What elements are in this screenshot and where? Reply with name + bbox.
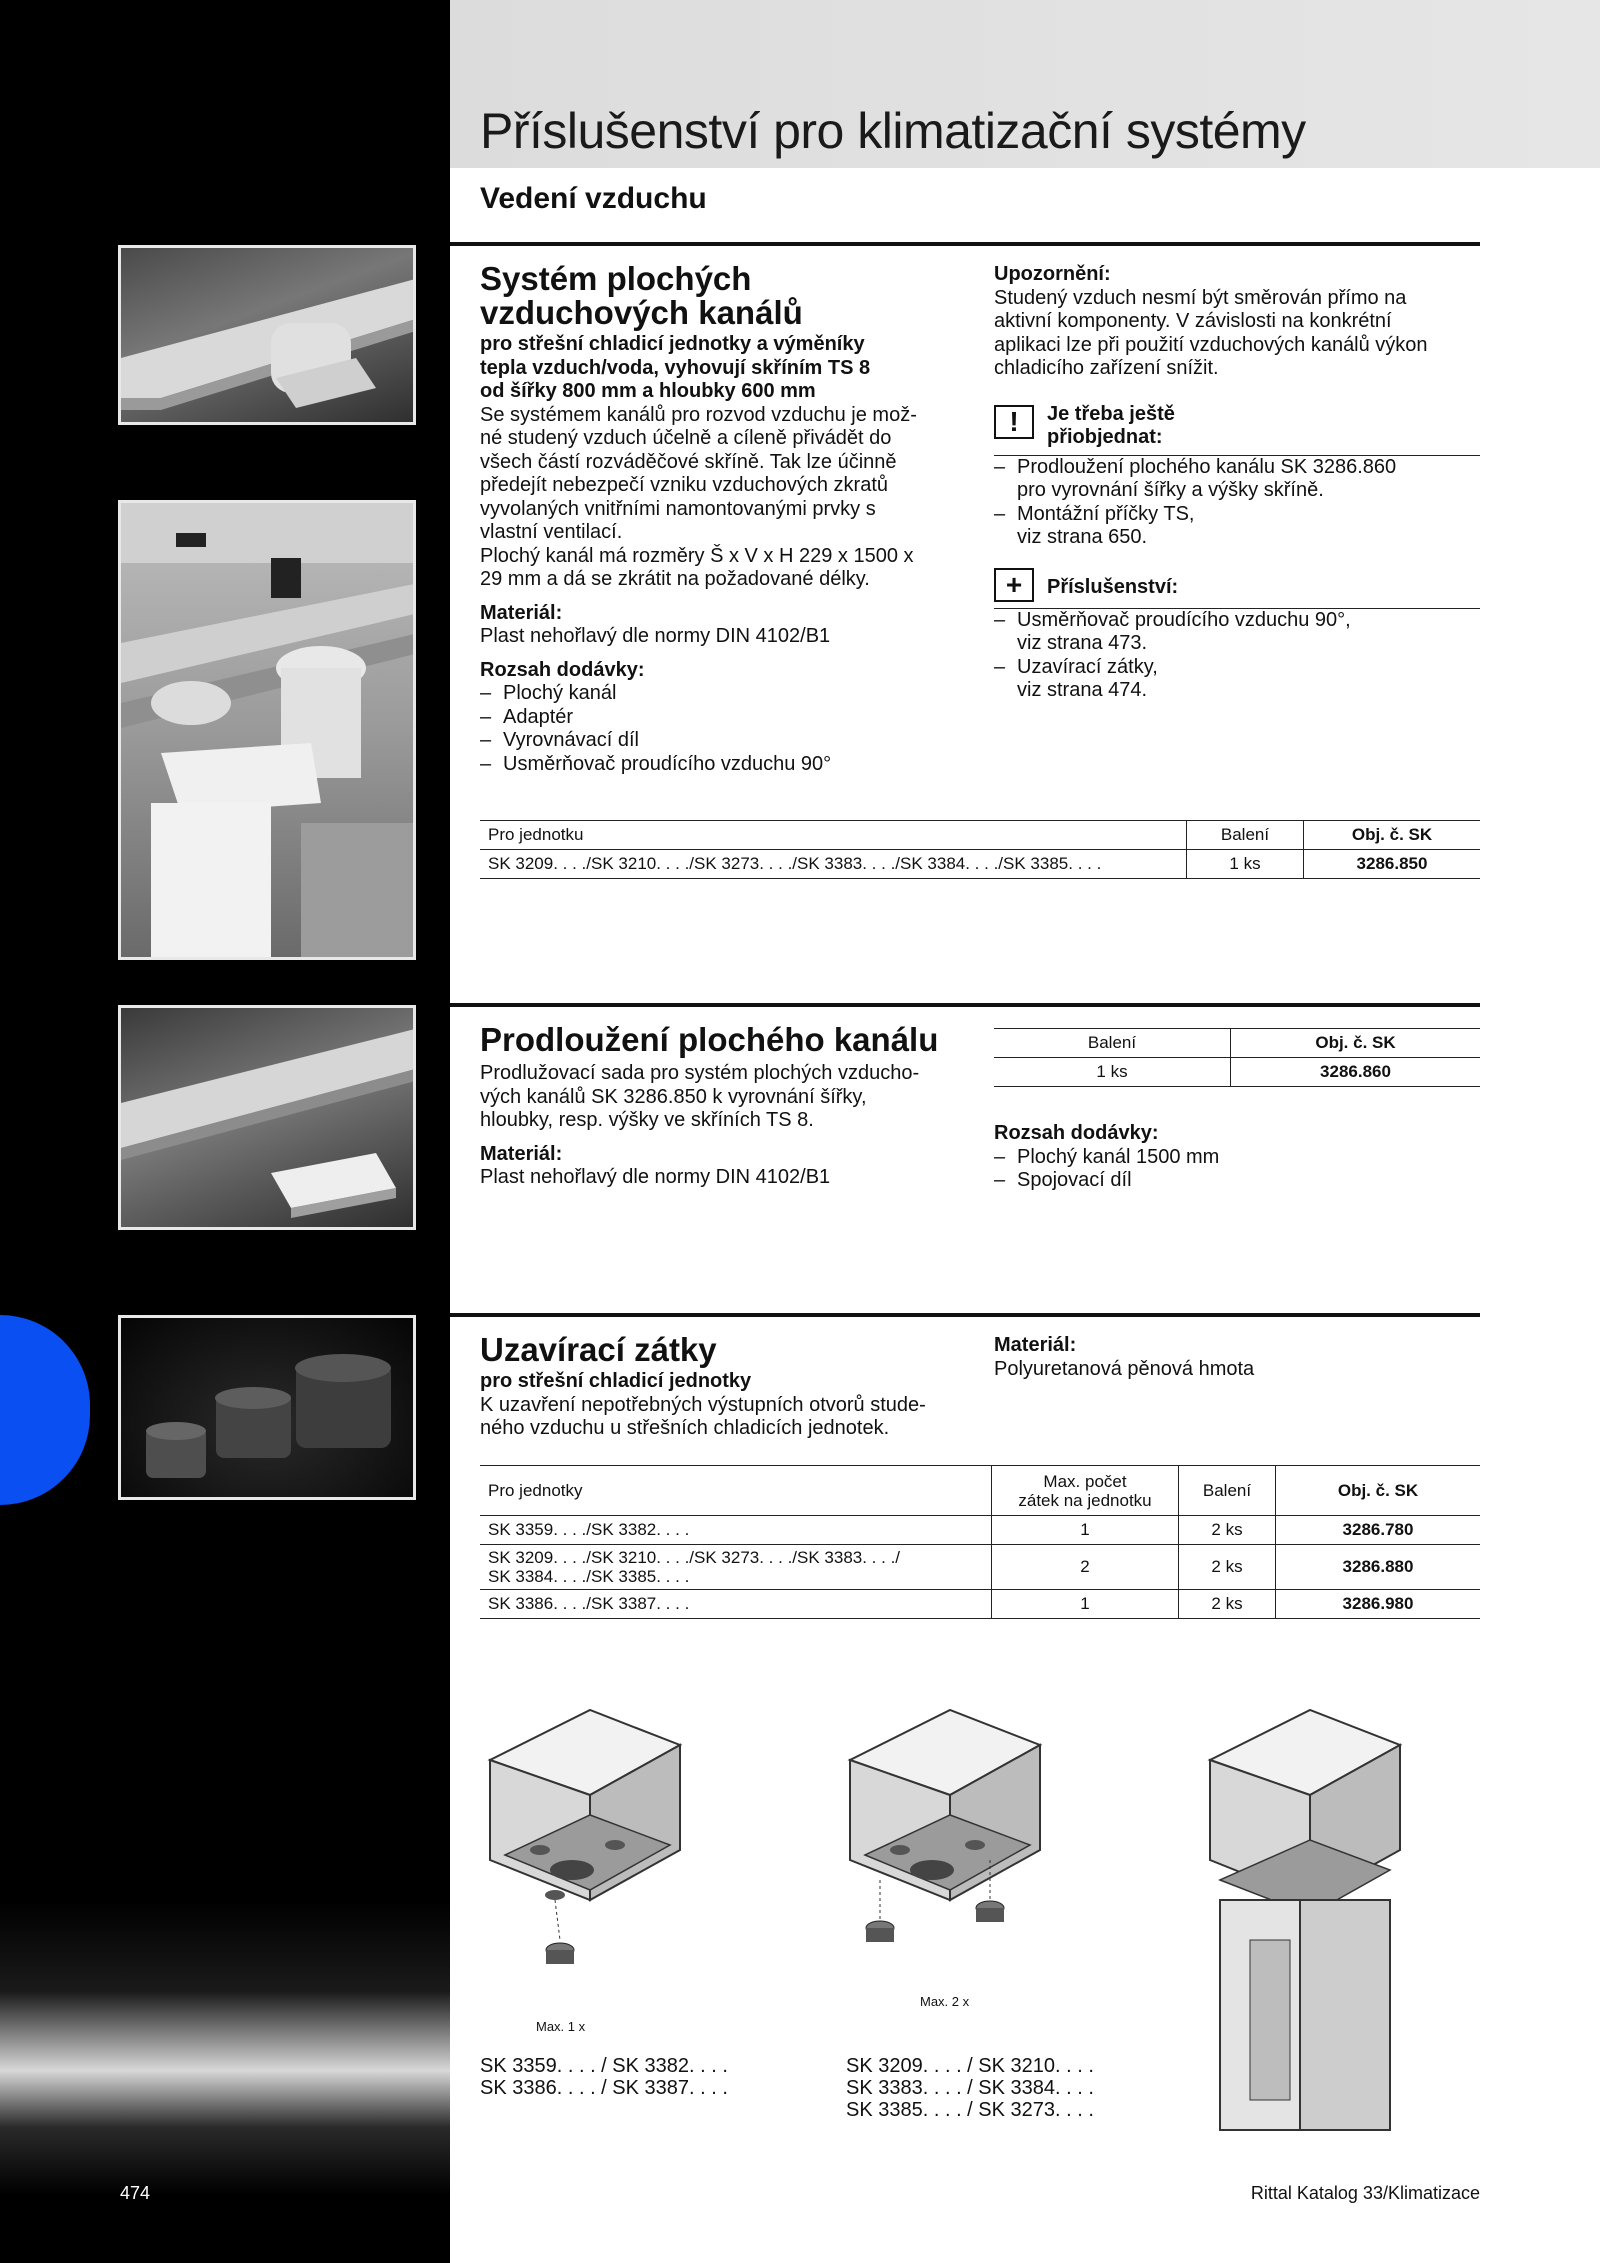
table-cell: 1 ks	[1187, 850, 1304, 879]
fig3-cabinet-illustration	[1200, 1700, 1420, 2140]
table-header: Pro jednotky	[480, 1466, 992, 1516]
order-also-block	[994, 403, 1480, 453]
table-header: Max. počet zátek na jednotku	[992, 1466, 1179, 1516]
table-cell: 1	[992, 1590, 1179, 1619]
section-rule	[450, 1003, 1480, 1007]
fig2-model-list	[846, 2055, 1094, 2121]
body-line: né studený vzduch účelně a cíleně přivádět do	[480, 427, 892, 449]
intro-line: pro střešní chladicí jednotky a výměníky	[480, 333, 865, 355]
table-row	[480, 1545, 1480, 1590]
table-cell: 3286.850	[1304, 850, 1481, 879]
body-line: 29 mm a dá se zkrátit na požadované délky.	[480, 568, 870, 590]
table-cell: 1	[992, 1516, 1179, 1545]
list-item: – Adaptér	[480, 706, 980, 730]
fig1-model-list	[480, 2055, 728, 2099]
section3-text	[480, 1370, 980, 1441]
table-cell: 3286.980	[1276, 1590, 1481, 1619]
section3-material	[994, 1334, 1480, 1381]
list-item: – Montážní příčky TS, viz strana 650.	[994, 503, 1480, 550]
note-line: aplikaci lze při použití vzduchových kanálů výkon	[994, 333, 1428, 356]
section2-scope	[994, 1122, 1480, 1193]
plus-icon: +	[994, 568, 1034, 602]
list-item: – Plochý kanál 1500 mm	[994, 1146, 1480, 1170]
list-item: – Usměrňovač proudícího vzduchu 90°	[480, 753, 980, 777]
note-line: chladicího zařízení snížit.	[994, 357, 1219, 379]
body-line: Plochý kanál má rozměry Š x V x H 229 x 1500 x	[480, 544, 914, 567]
table-cell: 3286.780	[1276, 1516, 1481, 1545]
body-line: všech částí rozváděčové skříně. Tak lze účinně	[480, 450, 897, 473]
body-line: ného vzduchu u střešních chladicích jednotek.	[480, 1417, 890, 1439]
table-cell: 2	[992, 1545, 1179, 1590]
list-item: – Usměrňovač proudícího vzduchu 90°, viz strana 473.	[994, 609, 1480, 656]
section1-text	[480, 333, 980, 776]
cabinet-interior-photo	[118, 500, 416, 960]
section1-table	[480, 820, 1480, 879]
intro-line: tepla vzduch/voda, vyhovují skříním TS 8	[480, 356, 871, 379]
order-also-list	[994, 456, 1480, 550]
table-cell: 3286.860	[1231, 1058, 1481, 1087]
body-line: Prodlužovací sada pro systém plochých vzducho-	[480, 1062, 920, 1084]
accessories-block	[994, 568, 1480, 604]
body-line: vlastní ventilací.	[480, 521, 623, 543]
table-cell: 2 ks	[1179, 1545, 1276, 1590]
list-item: – Prodloužení plochého kanálu SK 3286.860 pro vyrovnání šířky a výšky skříně.	[994, 456, 1480, 503]
body-line: hloubky, resp. výšky ve skříních TS 8.	[480, 1109, 814, 1131]
scope-label: Rozsah dodávky:	[480, 658, 645, 681]
table-cell: SK 3209. . . ./SK 3210. . . ./SK 3273. . . ./SK 3383. . . ./ SK 3384. . . ./SK 3385. . . .	[480, 1545, 992, 1590]
list-item: – Uzavírací zátky, viz strana 474.	[994, 656, 1480, 703]
page-number: 474	[120, 2183, 151, 2203]
extension-photo	[118, 1005, 416, 1230]
note-line: Studený vzduch nesmí být směrován přímo na	[994, 286, 1407, 309]
table-header: Obj. č. SK	[1304, 821, 1481, 850]
table-row	[480, 850, 1480, 879]
section3-title: Uzavírací zátky	[480, 1331, 717, 1368]
section-rule	[450, 1313, 1480, 1317]
table-header: Obj. č. SK	[1231, 1029, 1481, 1058]
body-line: vých kanálů SK 3286.850 k vyrovnání šířky,	[480, 1085, 867, 1108]
section2-text	[480, 1062, 980, 1190]
fig1-label: Max. 1 x	[536, 2019, 586, 2034]
accessories-label: Příslušenství:	[1047, 575, 1179, 598]
scope-list	[994, 1146, 1480, 1193]
page-title: Příslušenství pro klimatizační systémy	[480, 103, 1306, 159]
model-line: SK 3385. . . . / SK 3273. . . .	[846, 2099, 1094, 2121]
material-value: Plast nehořlavý dle normy DIN 4102/B1	[480, 1166, 831, 1188]
order-also-label: přiobjednat:	[1047, 426, 1163, 448]
note-line: aktivní komponenty. V závislosti na konkrétní	[994, 310, 1392, 332]
body-line: předejít nebezpečí vzniku vzduchových zkratů	[480, 474, 888, 496]
intro-line: pro střešní chladicí jednotky	[480, 1370, 752, 1392]
catalog-name: Rittal Katalog 33/Klimatizace	[1250, 2183, 1480, 2203]
section1-title: Systém plochých vzduchových kanálů	[480, 260, 803, 331]
list-item: – Spojovací díl	[994, 1169, 1480, 1193]
table-header: Balení	[994, 1029, 1231, 1058]
model-line: SK 3359. . . . / SK 3382. . . .	[480, 2055, 728, 2077]
material-label: Materiál:	[480, 601, 563, 624]
table-row	[994, 1058, 1480, 1087]
material-label: Materiál:	[480, 1142, 563, 1165]
fig1-unit-illustration	[480, 1700, 700, 2000]
table-header: Balení	[1187, 821, 1304, 850]
accessories-list	[994, 609, 1480, 703]
body-line: K uzavření nepotřebných výstupních otvorů stude-	[480, 1393, 926, 1416]
table-row	[480, 1590, 1480, 1619]
plugs-photo	[118, 1315, 416, 1500]
section1-right-column	[994, 263, 1480, 703]
order-also-label: Je třeba ještě	[1047, 402, 1175, 425]
fig2-label: Max. 2 x	[920, 1994, 970, 2009]
fig2-unit-illustration	[840, 1700, 1060, 2000]
material-label: Materiál:	[994, 1334, 1077, 1356]
table-cell: 2 ks	[1179, 1590, 1276, 1619]
table-cell: 1 ks	[994, 1058, 1231, 1087]
flat-duct-photo	[118, 245, 416, 425]
scope-label: Rozsah dodávky:	[994, 1122, 1159, 1144]
model-line: SK 3386. . . . / SK 3387. . . .	[480, 2077, 728, 2099]
material-value: Polyuretanová pěnová hmota	[994, 1357, 1255, 1380]
section2-title: Prodloužení plochého kanálu	[480, 1021, 939, 1058]
section2-table	[994, 1028, 1480, 1087]
model-line: SK 3383. . . . / SK 3384. . . .	[846, 2077, 1094, 2099]
body-line: Se systémem kanálů pro rozvod vzduchu je mož-	[480, 403, 917, 426]
body-line: vyvolaných vnitřními namontovanými prvky s	[480, 497, 876, 520]
section-rule	[450, 242, 1480, 246]
list-item: – Vyrovnávací díl	[480, 729, 980, 753]
intro-line: od šířky 800 mm a hloubky 600 mm	[480, 380, 816, 402]
note-label: Upozornění:	[994, 263, 1111, 285]
list-item: – Plochý kanál	[480, 682, 980, 706]
table-cell: 3286.880	[1276, 1545, 1481, 1590]
scope-list	[480, 682, 980, 776]
exclamation-icon: !	[994, 405, 1034, 439]
table-cell: SK 3359. . . ./SK 3382. . . .	[480, 1516, 992, 1545]
model-line: SK 3209. . . . / SK 3210. . . .	[846, 2055, 1094, 2077]
table-cell: SK 3209. . . ./SK 3210. . . ./SK 3273. . . ./SK 3383. . . ./SK 3384. . . ./SK 3385. . . .	[480, 850, 1187, 879]
section3-table	[480, 1465, 1480, 1619]
material-value: Plast nehořlavý dle normy DIN 4102/B1	[480, 625, 831, 647]
table-header: Obj. č. SK	[1276, 1466, 1481, 1516]
table-row	[480, 1516, 1480, 1545]
page-subtitle: Vedení vzduchu	[480, 182, 707, 215]
table-header: Balení	[1179, 1466, 1276, 1516]
table-cell: 2 ks	[1179, 1516, 1276, 1545]
table-header: Pro jednotku	[480, 821, 1187, 850]
table-cell: SK 3386. . . ./SK 3387. . . .	[480, 1590, 992, 1619]
